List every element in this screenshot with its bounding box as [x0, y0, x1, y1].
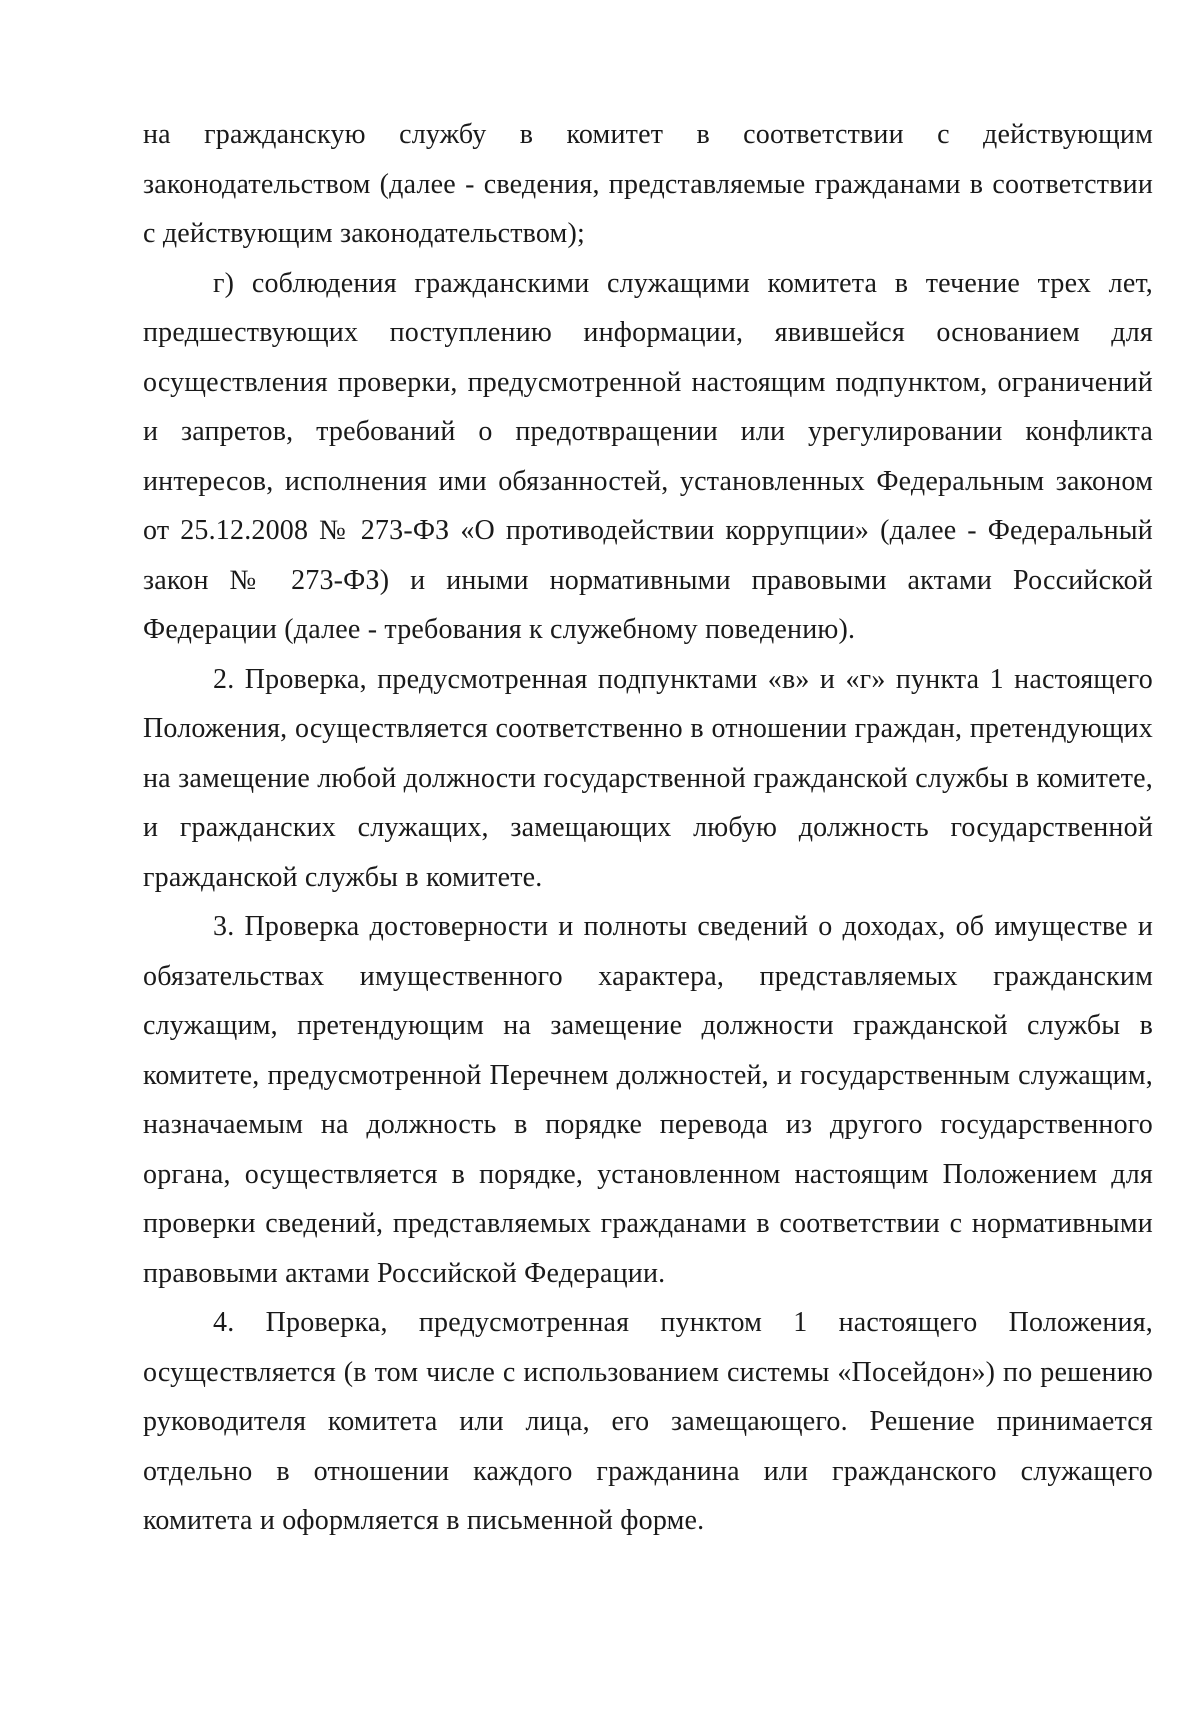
- paragraph-continuation: на гражданскую службу в комитет в соответствии с действующим законодательством (далее - сведения, представляемые гражданами в соответствии с действующим законодательством);: [143, 119, 1153, 249]
- paragraph-subitem-g: г) соблюдения гражданскими служащими комитета в течение трех лет, предшествующих поступлению информации, явившейся основанием для осуществления проверки, предусмотренной настоящим подпунктом, ограничений и запретов, требований о предотвращении или урегулировании конфликта интересов, исполнения ими обязанностей, установленных Федеральным законом от 25.12.2008 № 273-ФЗ «О противодействии коррупции» (далее - Федеральный закон № 273-ФЗ) и иными нормативными правовыми актами Российской Федерации (далее - требования к служебному поведению).: [143, 267, 1153, 645]
- paragraph-item-4: 4. Проверка, предусмотренная пунктом 1 настоящего Положения, осуществляется (в том числе с использованием системы «Посейдон») по решению руководителя комитета или лица, его замещающего. Решение принимается отдельно в отношении каждого гражданина или гражданского служащего комитета и оформляется в письменной форме.: [143, 1307, 1153, 1536]
- paragraph-item-3: 3. Проверка достоверности и полноты сведений о доходах, об имуществе и обязательствах имущественного характера, представляемых гражданским служащим, претендующим на замещение должности гражданской службы в комитете, предусмотренной Перечнем должностей, и государственным служащим, назначаемым на должность в порядке перевода из другого государственного органа, осуществляется в порядке, установленном настоящим Положением для проверки сведений, представляемых гражданами в соответствии с нормативными правовыми актами Российской Федерации.: [143, 911, 1153, 1289]
- paragraph-item-2: 2. Проверка, предусмотренная подпунктами «в» и «г» пункта 1 настоящего Положения, осуществляется соответственно в отношении граждан, претендующих на замещение любой должности государственной гражданской службы в комитете, и гражданских служащих, замещающих любую должность государственной гражданской службы в комитете.: [143, 663, 1153, 893]
- document-page: [143, 110, 1153, 1546]
